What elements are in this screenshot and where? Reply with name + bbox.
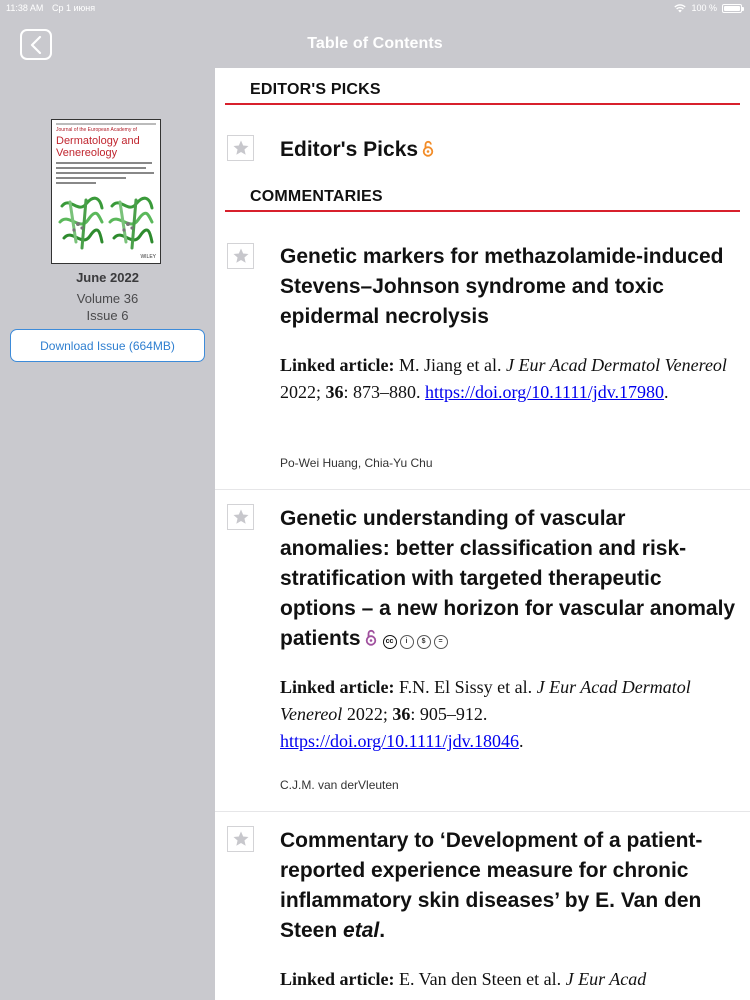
open-access-icon [365,628,377,646]
favorite-star-button[interactable] [227,243,254,269]
doi-link[interactable]: https://doi.org/10.1111/jdv.18046 [280,731,520,751]
issue-date: June 2022 [76,270,139,285]
favorite-star-button[interactable] [227,135,254,161]
battery-icon [722,4,742,13]
linked-article: Linked article: E. Van den Steen et al. J Eur Acad [280,969,647,989]
star-icon [232,830,250,848]
cover-journal-title: Dermatology and Venereology [56,135,140,159]
section-title: COMMENTARIES [250,188,383,205]
article-title[interactable]: Editor's Picks [280,135,740,165]
star-icon [232,247,250,265]
page-title: Table of Contents [307,35,443,52]
section-title: EDITOR'S PICKS [250,81,381,98]
article-divider [215,811,750,812]
issue-number: Issue 6 [86,308,129,323]
star-icon [232,139,250,157]
battery-percent: 100 % [691,3,717,13]
issue-cover-image[interactable] [51,119,161,264]
status-right [674,3,742,13]
status-time: 11:38 AM [6,3,44,13]
creative-commons-license-icon: cc i $ = [383,635,448,649]
download-issue-button[interactable]: Download Issue (664MB) [10,329,205,362]
top-bar [0,0,750,68]
linked-article: Linked article: F.N. El Sissy et al. J Eur Acad Dermatol Venereol 2022; 36: 905–912. https://doi.org/10.1111/jdv.18046. [280,677,691,751]
article-authors: C.J.M. van derVleuten [280,778,399,792]
article-title[interactable]: Genetic markers for methazolamide-induced Stevens–Johnson syndrome and toxic epidermal necrolysis [280,245,724,328]
cover-journal-small: Journal of the European Academy of [56,127,137,133]
favorite-star-button[interactable] [227,826,254,852]
article-authors: Po-Wei Huang, Chia-Yu Chu [280,456,433,470]
wifi-icon [674,4,686,13]
issue-volume: Volume 36 [76,291,139,306]
cover-publisher: WILEY [140,254,156,260]
status-date: Ср 1 июня [52,3,96,13]
star-icon [232,508,250,526]
status-bar [0,2,750,16]
article-divider [215,489,750,490]
linked-article: Linked article: M. Jiang et al. J Eur Acad Dermatol Venereol 2022; 36: 873–880. https://doi.org/10.1111/jdv.17980. [280,355,727,402]
table-of-contents [215,68,750,1000]
article-title[interactable]: Commentary to ‘Development of a patient-reported experience measure for chronic inflammatory skin diseases’ by E. Van den Steen etal. [280,829,703,942]
cover-molecule-art [56,192,157,254]
open-access-icon [422,139,434,157]
doi-link[interactable]: https://doi.org/10.1111/jdv.17980 [425,382,665,402]
section-header-commentaries [225,175,740,212]
article-title[interactable]: Genetic understanding of vascular anomalies: better classification and risk-stratification with targeted therapeutic options – a new horizon for vascular anomaly patients cc i $ = [280,507,736,650]
section-header-editors-picks [225,68,740,105]
issue-sidebar [0,68,215,1000]
favorite-star-button[interactable] [227,504,254,530]
cover-text-lines [56,162,156,187]
